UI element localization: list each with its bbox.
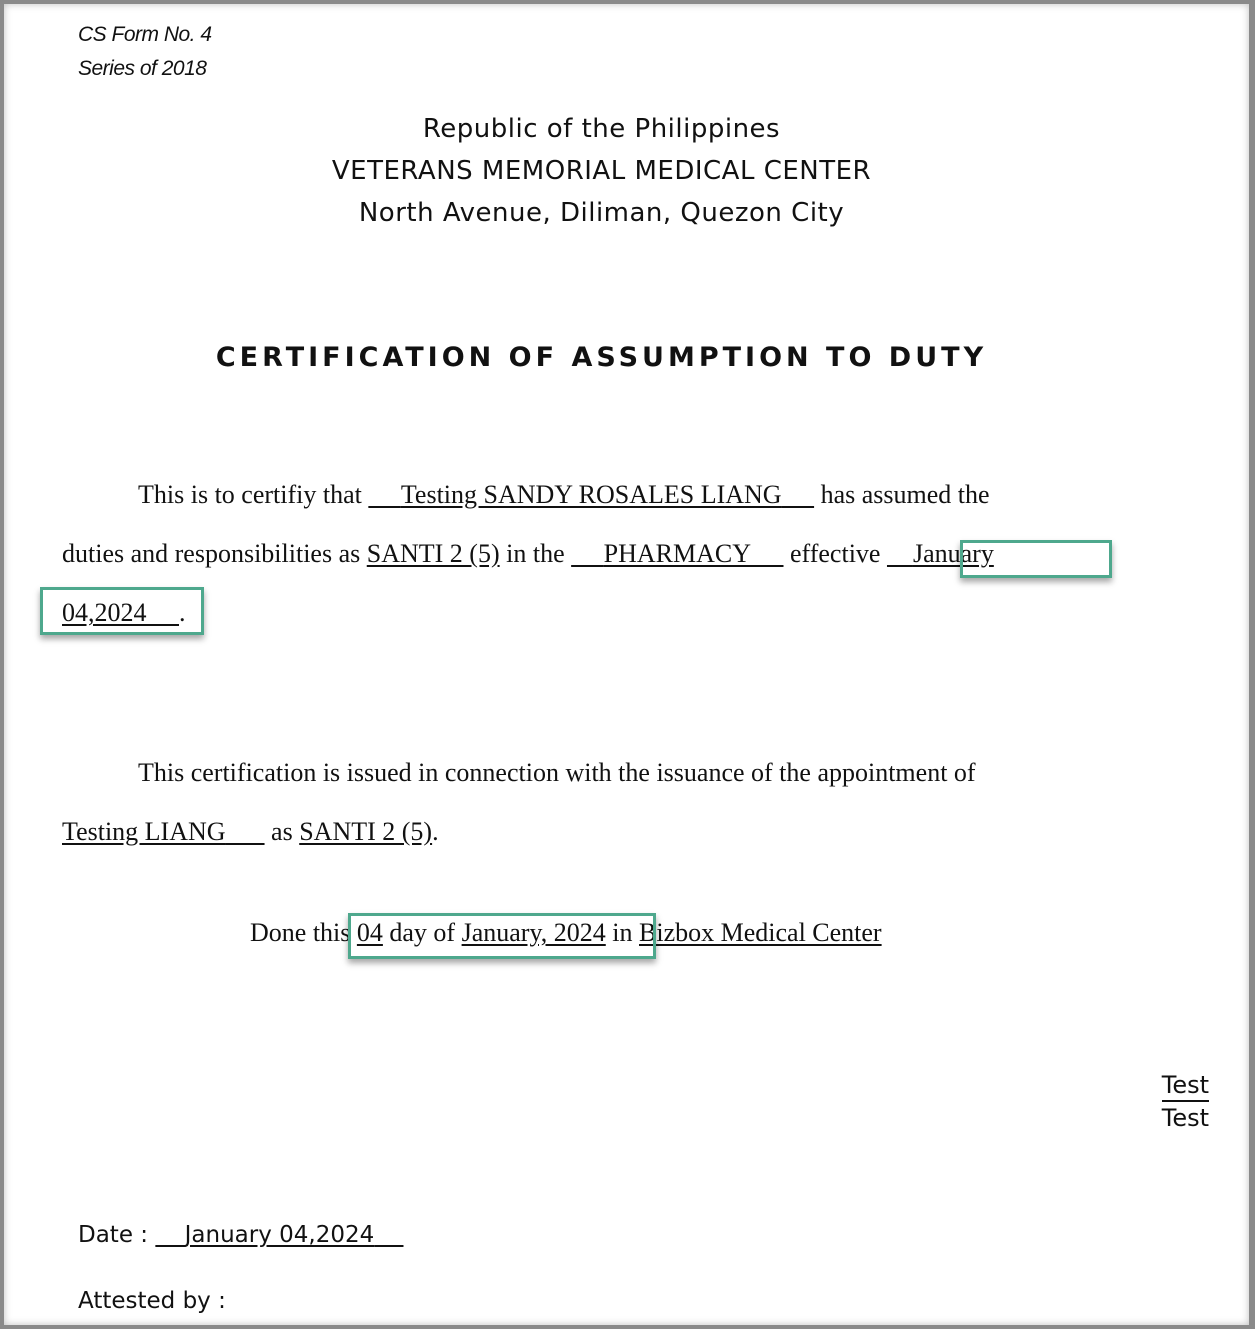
- header-address: North Avenue, Diliman, Quezon City: [358, 198, 845, 228]
- done-this-text: Done this: [250, 918, 351, 947]
- as-text: as: [271, 817, 293, 846]
- paragraph1-line2: [62, 539, 994, 569]
- department-field: [571, 539, 783, 568]
- done-place: Bizbox Medical Center: [639, 918, 882, 947]
- duties-text: duties and responsibilities as: [62, 539, 361, 568]
- effective-date-field: [62, 598, 179, 627]
- signatory-name: Test: [1162, 1070, 1209, 1102]
- date-value: January 04,2024: [184, 1222, 375, 1248]
- appointment-position: SANTI 2 (5): [299, 817, 433, 846]
- date-label: Date :: [78, 1222, 149, 1248]
- effective-month: January: [912, 539, 994, 568]
- header-republic: Republic of the Philippines: [422, 114, 781, 144]
- employee-name: Testing SANDY ROSALES LIANG: [400, 480, 782, 509]
- header-agency: VETERANS MEMORIAL MEDICAL CENTER: [331, 156, 872, 186]
- paragraph1-line1: [138, 480, 990, 510]
- form-identifier: [78, 18, 212, 86]
- document-title: CERTIFICATION OF ASSUMPTION TO DUTY: [215, 342, 988, 373]
- date-field: [155, 1222, 403, 1248]
- period: .: [432, 817, 439, 846]
- in-text: in: [612, 918, 633, 947]
- attested-by-label: Attested by :: [78, 1288, 226, 1314]
- appointee: Testing LIANG: [62, 817, 226, 846]
- effective-day-year: 04,2024: [62, 598, 147, 627]
- paragraph2-line2: [62, 817, 439, 847]
- position-field: SANTI 2 (5): [366, 539, 500, 568]
- document-page: [4, 4, 1249, 1325]
- period: .: [179, 598, 186, 627]
- department: PHARMACY: [603, 539, 751, 568]
- date-row: [78, 1222, 403, 1248]
- done-line: [250, 918, 882, 948]
- signatory-block: [1162, 1070, 1209, 1134]
- effective-text: effective: [790, 539, 881, 568]
- signatory-position: Test: [1161, 1104, 1209, 1132]
- employee-name-field: [368, 480, 814, 509]
- effective-month-field: [887, 539, 994, 568]
- day-of-text: day of: [389, 918, 456, 947]
- intro-text: This is to certifiy that: [138, 480, 362, 509]
- paragraph2-line1: This certification is issued in connection with the issuance of the appointment of: [138, 758, 976, 787]
- appointee-field: [62, 817, 265, 846]
- done-day: 04: [356, 918, 383, 947]
- form-number: CS Form No. 4: [78, 23, 212, 46]
- in-the-text: in the: [506, 539, 565, 568]
- done-month-year: January, 2024: [461, 918, 606, 947]
- assumed-text: has assumed the: [820, 480, 990, 509]
- form-series: Series of 2018: [78, 57, 207, 80]
- paragraph1-line3: [62, 598, 186, 628]
